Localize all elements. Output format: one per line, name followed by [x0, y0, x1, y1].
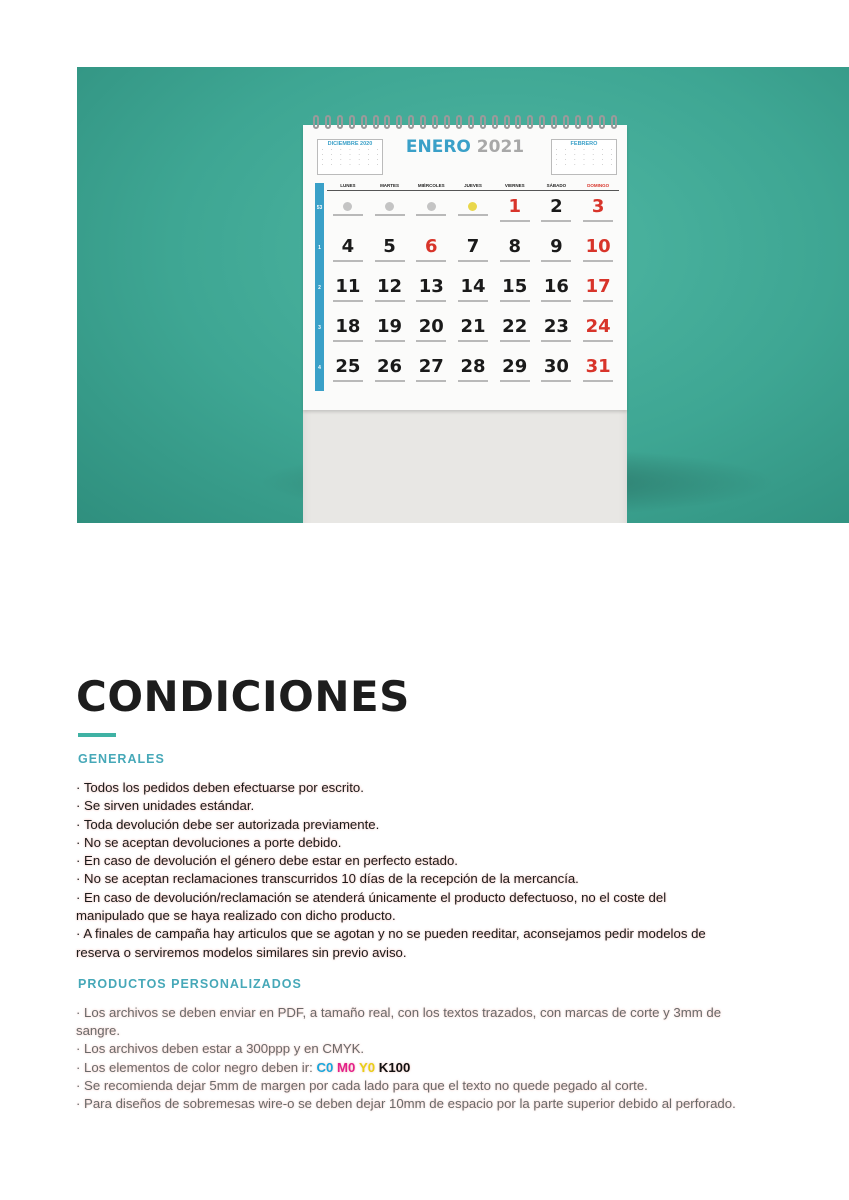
week-number: 53: [316, 205, 323, 211]
calendar-day: [410, 193, 452, 233]
day-number: 15: [502, 276, 528, 297]
day-number: 23: [543, 316, 569, 337]
saint-name-line: [416, 340, 446, 342]
day-number: 17: [585, 276, 611, 297]
cmyk-yellow: Y0: [358, 1059, 376, 1075]
binding-ring: [313, 115, 319, 129]
saint-name-line: [500, 260, 530, 262]
binding-ring: [325, 115, 331, 129]
list-item: · No se aceptan devoluciones a porte debido.: [76, 834, 342, 850]
week-number: 1: [318, 245, 321, 251]
day-number: 9: [550, 236, 563, 257]
personalizados-list: [76, 1004, 736, 1113]
binding-ring: [361, 115, 367, 129]
binding-ring: [337, 115, 343, 129]
saint-name-line: [500, 340, 530, 342]
calendar-month: ENERO: [405, 137, 471, 157]
binding-ring: [468, 115, 474, 129]
list-item: · Se recomienda dejar 5mm de margen por cada lado para que el texto no quede pegado al corte.: [76, 1077, 648, 1093]
calendar-day: [494, 273, 536, 313]
saint-name-line: [416, 260, 446, 262]
binding-ring: [539, 115, 545, 129]
week-number: 3: [318, 325, 321, 331]
day-number: 20: [418, 316, 444, 337]
day-number: 29: [502, 356, 528, 377]
binding-ring: [456, 115, 462, 129]
day-number: 13: [418, 276, 444, 297]
day-number: 27: [418, 356, 444, 377]
mini-calendar-previous-title: DICIEMBRE 2020: [327, 141, 373, 147]
day-number: 16: [543, 276, 569, 297]
binding-ring: [575, 115, 581, 129]
binding-ring: [504, 115, 510, 129]
mini-calendar-row: · · · · · · ·: [555, 157, 613, 162]
mini-calendar-row: · · · · · · ·: [321, 157, 379, 162]
calendar-day: [452, 233, 494, 273]
saint-name-line: [458, 300, 488, 302]
calendar-day: [452, 273, 494, 313]
saint-name-line: [375, 340, 405, 342]
mini-calendar-row: · · · · · · ·: [321, 162, 379, 167]
calendar-day: [452, 193, 494, 233]
product-photo: [77, 67, 849, 523]
list-item: · A finales de campaña hay articulos que se agotan y no se pueden reeditar, aconsejamos pedir modelos de reserva o serviremos modelos similares sin previo aviso.: [76, 926, 706, 960]
day-header: MIÉRCOLES: [417, 183, 445, 188]
section-heading-personalizados: PRODUCTOS PERSONALIZADOS: [78, 977, 302, 991]
page-title: CONDICIONES: [76, 672, 410, 721]
calendar-day: [494, 193, 536, 233]
saint-name-line: [583, 300, 613, 302]
day-number: 25: [335, 356, 361, 377]
week-number: 4: [318, 365, 321, 371]
day-number: 18: [335, 316, 361, 337]
moon-phase-icon: [468, 202, 477, 211]
calendar-day: [410, 233, 452, 273]
saint-name-line: [458, 260, 488, 262]
calendar-day: [327, 273, 369, 313]
calendar-day: [577, 233, 619, 273]
saint-name-line: [583, 340, 613, 342]
day-header: LUNES: [340, 183, 356, 188]
moon-phase-icon: [385, 202, 394, 211]
saint-name-line: [541, 260, 571, 262]
saint-name-line: [333, 260, 363, 262]
title-underline: [78, 733, 116, 737]
cmyk-cyan: C0: [316, 1059, 334, 1075]
day-headers: [327, 183, 619, 191]
cmyk-prefix: · Los elementos de color negro deben ir:: [76, 1059, 317, 1075]
calendar-day: [577, 353, 619, 393]
saint-name-line: [375, 214, 405, 216]
day-number: 31: [585, 356, 611, 377]
calendar-day: [410, 273, 452, 313]
binding-ring: [515, 115, 521, 129]
calendar-month-title: [303, 137, 627, 157]
saint-name-line: [458, 380, 488, 382]
day-number: 30: [543, 356, 569, 377]
saint-name-line: [416, 380, 446, 382]
saint-name-line: [500, 380, 530, 382]
saint-name-line: [333, 300, 363, 302]
saint-name-line: [375, 260, 405, 262]
day-number: 14: [460, 276, 486, 297]
saint-name-line: [416, 300, 446, 302]
calendar-day: [577, 193, 619, 233]
day-number: 19: [377, 316, 403, 337]
calendar-day: [494, 233, 536, 273]
cmyk-black: K100: [378, 1059, 411, 1075]
binding-ring: [432, 115, 438, 129]
week-numbers: [315, 183, 324, 391]
moon-phase-icon: [343, 202, 352, 211]
mini-calendar-row: · · · · · · ·: [555, 162, 613, 167]
saint-name-line: [333, 340, 363, 342]
day-number: 21: [460, 316, 486, 337]
saint-name-line: [583, 260, 613, 262]
calendar-day: [577, 313, 619, 353]
saint-name-line: [458, 214, 488, 216]
day-number: 8: [508, 236, 521, 257]
saint-name-line: [375, 380, 405, 382]
list-item: · Toda devolución debe ser autorizada previamente.: [76, 816, 380, 832]
calendar-day: [369, 233, 411, 273]
binding-ring: [492, 115, 498, 129]
binding-ring: [384, 115, 390, 129]
moon-phase-icon: [427, 202, 436, 211]
binding-ring: [599, 115, 605, 129]
day-number: 3: [591, 196, 605, 217]
calendar-day: [369, 193, 411, 233]
binding-ring: [444, 115, 450, 129]
saint-name-line: [416, 214, 446, 216]
saint-name-line: [333, 380, 363, 382]
day-number: 10: [585, 236, 611, 257]
calendar-day: [452, 353, 494, 393]
saint-name-line: [500, 300, 530, 302]
day-number: 24: [585, 316, 611, 337]
saint-name-line: [541, 220, 571, 222]
list-item: · No se aceptan reclamaciones transcurridos 10 días de la recepción de la mercancía.: [76, 871, 579, 887]
day-number: 22: [502, 316, 528, 337]
binding-ring: [563, 115, 569, 129]
list-item: · En caso de devolución el género debe estar en perfecto estado.: [76, 853, 458, 869]
saint-name-line: [541, 300, 571, 302]
list-item: · Se sirven unidades estándar.: [76, 798, 255, 814]
day-header: DOMINGO: [587, 183, 610, 188]
day-number: 26: [377, 356, 403, 377]
binding-ring: [611, 115, 617, 129]
wire-o-binding: [313, 115, 617, 131]
day-header: SÁBADO: [546, 183, 567, 188]
saint-name-line: [541, 380, 571, 382]
day-number: 7: [466, 236, 480, 257]
calendar-day: [536, 193, 578, 233]
section-heading-generales: GENERALES: [78, 752, 165, 766]
day-header: JUEVES: [464, 183, 482, 188]
saint-name-line: [500, 220, 530, 222]
binding-ring: [551, 115, 557, 129]
calendar-day: [369, 273, 411, 313]
calendar-day: [536, 353, 578, 393]
mini-calendar-row: · · · · · · ·: [555, 147, 613, 152]
list-item: · Los archivos se deben enviar en PDF, a tamaño real, con los textos trazados, con marcas de corte y 3mm de sangre.: [76, 1005, 722, 1039]
calendar-year: 2021: [476, 137, 525, 157]
day-number: 1: [508, 196, 521, 217]
mini-calendar-next-title: FEBRERO: [570, 141, 598, 147]
list-item: · En caso de devolución/reclamación se atenderá únicamente el producto defectuoso, no el coste del manipulado que se haya realizado con dicho producto.: [76, 889, 667, 924]
calendar-day: [452, 313, 494, 353]
calendar-day: [327, 233, 369, 273]
day-number: 4: [341, 236, 355, 257]
calendar-grid: [327, 193, 619, 393]
binding-ring: [373, 115, 379, 129]
calendar-day: [327, 193, 369, 233]
list-item: · Todos los pedidos deben efectuarse por escrito.: [76, 780, 364, 795]
binding-ring: [420, 115, 426, 129]
list-item: · Para diseños de sobremesas wire-o se deben dejar 10mm de espacio por la parte superior debido al perforado.: [76, 1096, 736, 1112]
binding-ring: [408, 115, 414, 129]
saint-name-line: [458, 340, 488, 342]
week-number: 2: [318, 285, 321, 291]
saint-name-line: [375, 300, 405, 302]
cmyk-magenta: M0: [336, 1059, 356, 1075]
day-number: 6: [425, 236, 438, 257]
day-number: 28: [460, 356, 486, 377]
calendar-day: [577, 273, 619, 313]
calendar-day: [536, 313, 578, 353]
day-header: MARTES: [380, 183, 400, 188]
day-number: 11: [335, 276, 361, 297]
binding-ring: [349, 115, 355, 129]
binding-ring: [587, 115, 593, 129]
saint-name-line: [583, 220, 613, 222]
mini-calendar-row: · · · · · · ·: [321, 152, 379, 157]
mini-calendar-row: · · · · · · ·: [321, 147, 379, 152]
calendar-day: [536, 273, 578, 313]
saint-name-line: [333, 214, 363, 216]
generales-list: [76, 779, 736, 962]
calendar-day: [494, 313, 536, 353]
calendar-day: [410, 313, 452, 353]
day-number: 12: [377, 276, 403, 297]
calendar-day: [369, 353, 411, 393]
calendar-day: [369, 313, 411, 353]
saint-name-line: [583, 380, 613, 382]
list-item-cmyk: [76, 1059, 736, 1077]
calendar-day: [494, 353, 536, 393]
day-number: 5: [383, 236, 396, 257]
list-item: · Los archivos deben estar a 300ppp y en CMYK.: [76, 1041, 365, 1057]
calendar-day: [410, 353, 452, 393]
mini-calendar-row: · · · · · · ·: [555, 152, 613, 157]
binding-ring: [480, 115, 486, 129]
calendar-day: [536, 233, 578, 273]
day-header: VIERNES: [504, 183, 525, 188]
calendar-day: [327, 353, 369, 393]
day-number: 2: [550, 196, 563, 217]
calendar-stand: [303, 397, 627, 523]
saint-name-line: [541, 340, 571, 342]
calendar-day: [327, 313, 369, 353]
binding-ring: [396, 115, 402, 129]
binding-ring: [527, 115, 533, 129]
